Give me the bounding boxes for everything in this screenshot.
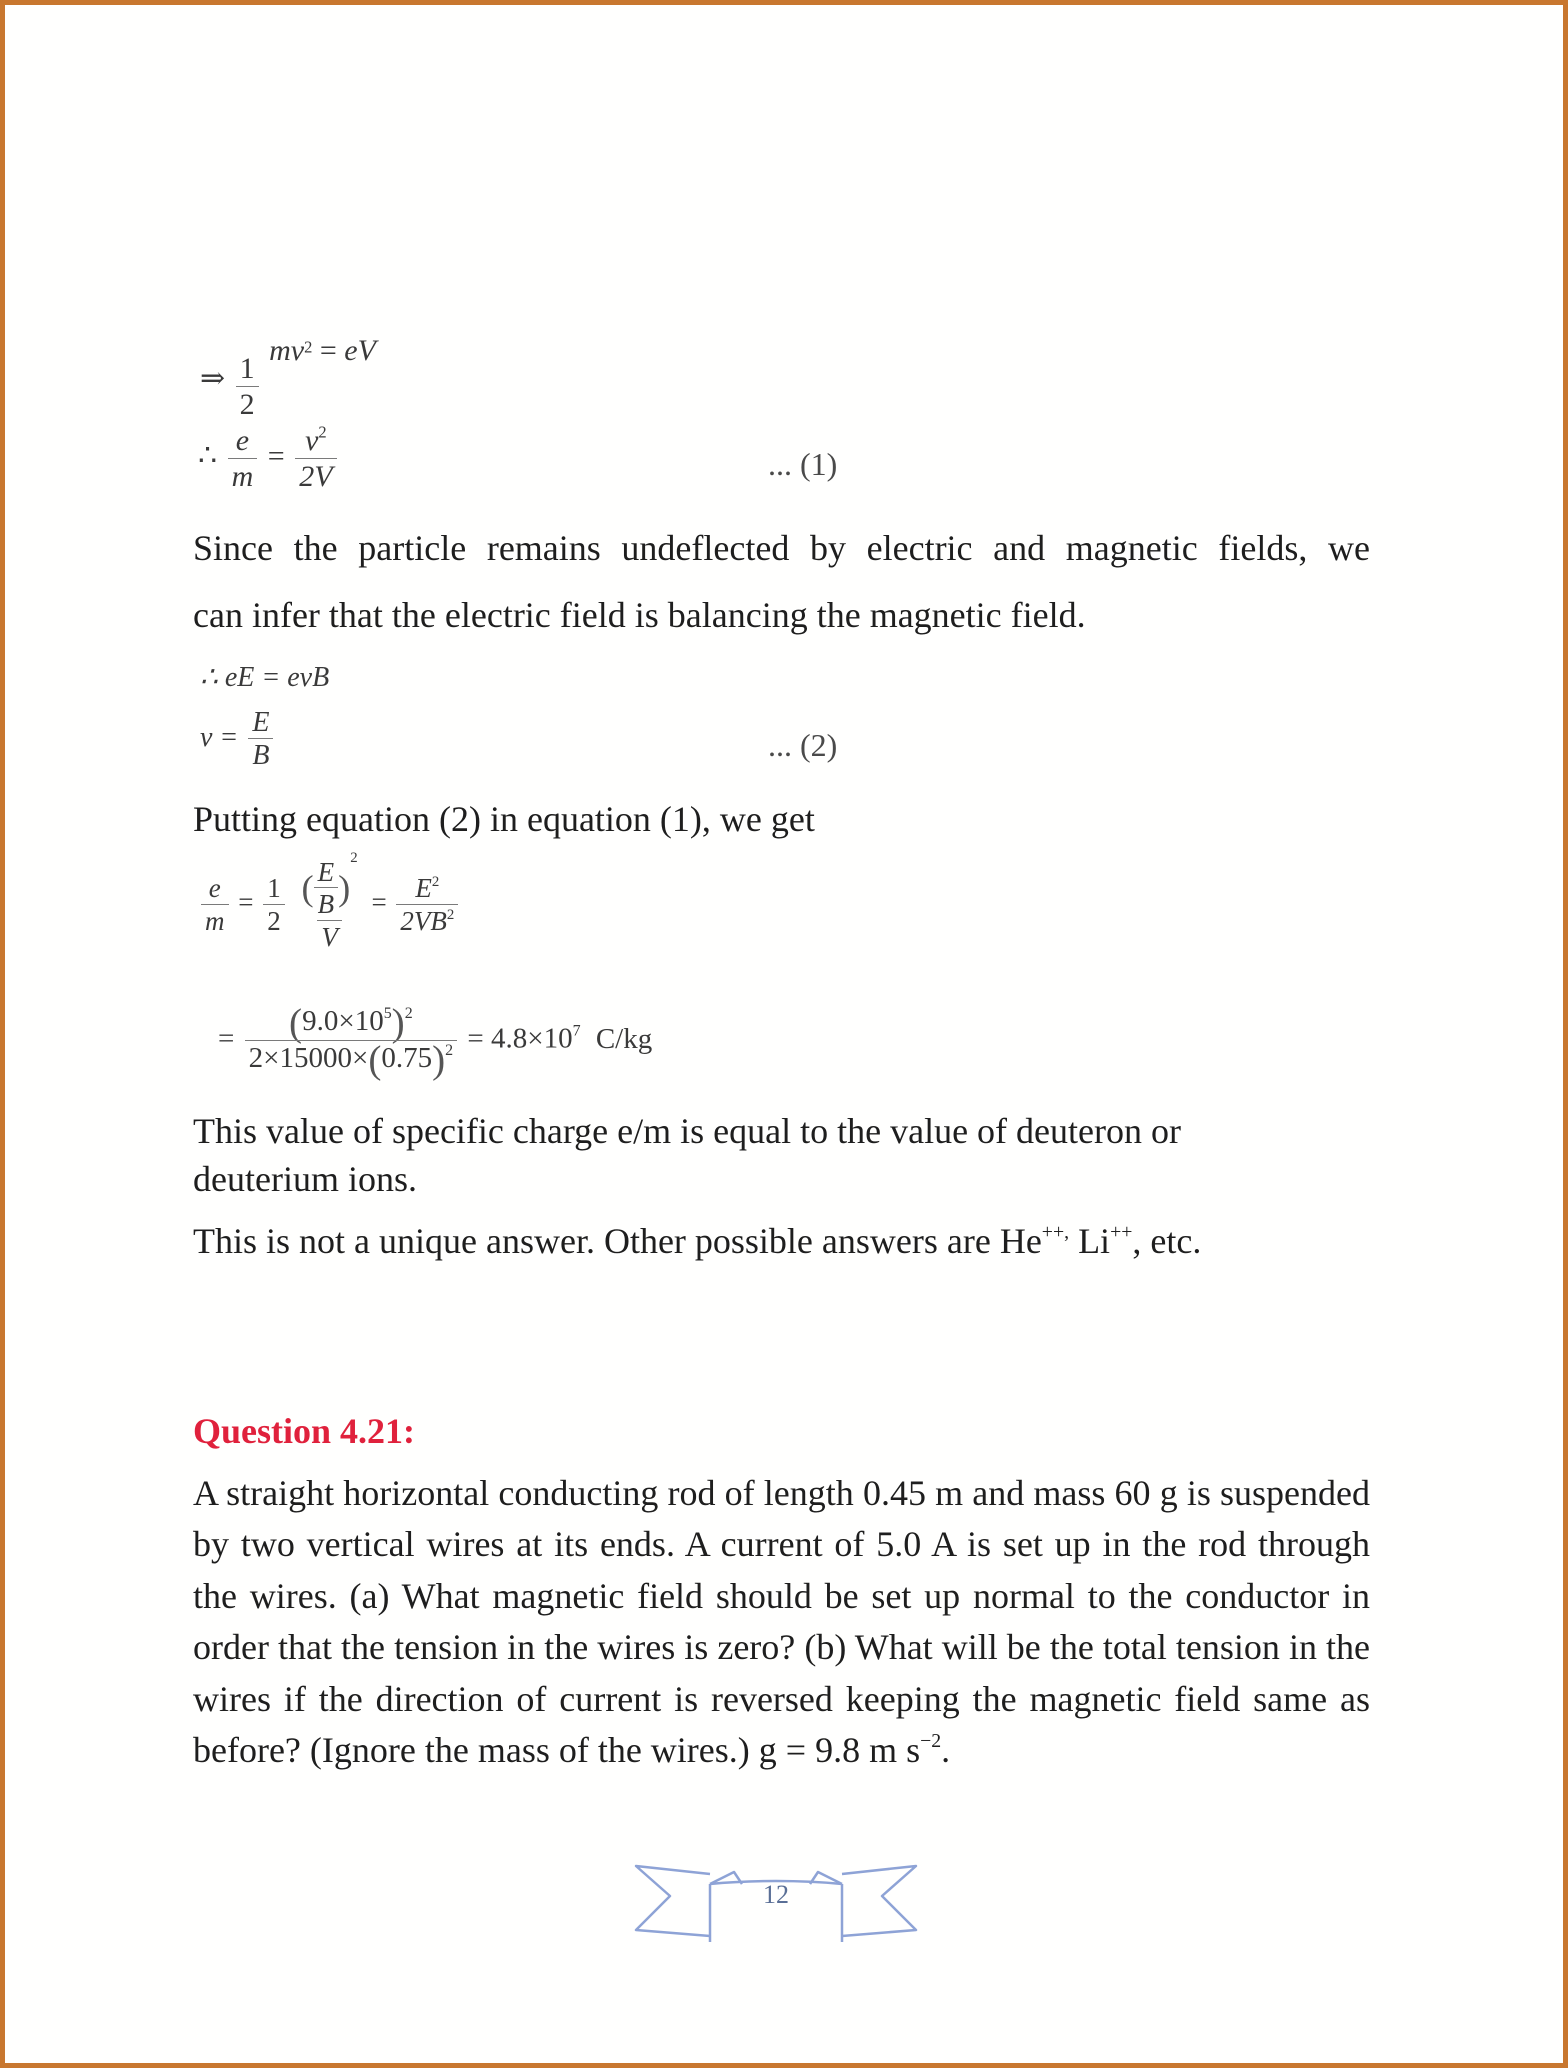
paragraph-since-line1: Since the particle remains undeflected by electric and magnetic fields, we — [193, 528, 1370, 568]
paragraph-since-line2: can infer that the electric field is balancing the magnetic field. — [193, 595, 1086, 635]
page-number: 12 — [763, 1880, 789, 1909]
paragraph-unique-answer: This is not a unique answer. Other possible answers are He++, Li++, etc. — [193, 1221, 1202, 1261]
paragraph-value-line2: deuterium ions. — [193, 1159, 417, 1199]
implies-symbol: ⇒ — [200, 362, 226, 395]
equation-force-balance: ∴ eE = evB — [200, 662, 330, 693]
paragraph-value-line1: This value of specific charge e/m is equal to the value of deuteron or — [193, 1111, 1181, 1151]
question-title: Question 4.21: — [193, 1411, 416, 1451]
fraction-half: $\frac{1}{2}$ — [236, 353, 259, 420]
equation-kinetic-energy: ⇒ $\frac{1}{2}$ $mv^2$ = eV — [200, 334, 376, 421]
equation-label-1: ... (1) — [768, 446, 838, 482]
question-body: A straight horizontal conducting rod of length 0.45 m and mass 60 g is suspended by two vertical wires at its ends. A current of 5.0 A is set up in the rod through the wires. (a) What magnetic field should be set up normal to the conductor in order that the tension in the wires is zero? (b) What will be the total tension in the wires if the direction of current is reversed keeping the magnetic field same as before? (Ignore the mass of the wires.) g = 9.8 m $s^{-2}$. — [193, 1473, 1370, 1771]
paragraph-putting: Putting equation (2) in equation (1), we get — [193, 799, 815, 839]
equation-em-numeric: = $\frac{(9.0\times 10^5)^2}{2\times 15000\times(0.75)^2}$ = $4.8\times 10^7$ C/kg — [218, 1001, 653, 1082]
equation-specific-charge: ∴ $\frac{e}{m}$ = $\frac{v^2}{2V}$ — [198, 425, 340, 492]
equation-velocity: v = $\frac{E}{B}$ — [200, 708, 276, 771]
equation-em-derived: $\frac{e}{m}$ = $\frac{1}{2}$ ( $\frac{E}{B}$ )$^2$ V = $\frac{E^2}{2VB^2}$ — [198, 858, 461, 951]
equation-label-2: ... (2) — [768, 727, 838, 763]
